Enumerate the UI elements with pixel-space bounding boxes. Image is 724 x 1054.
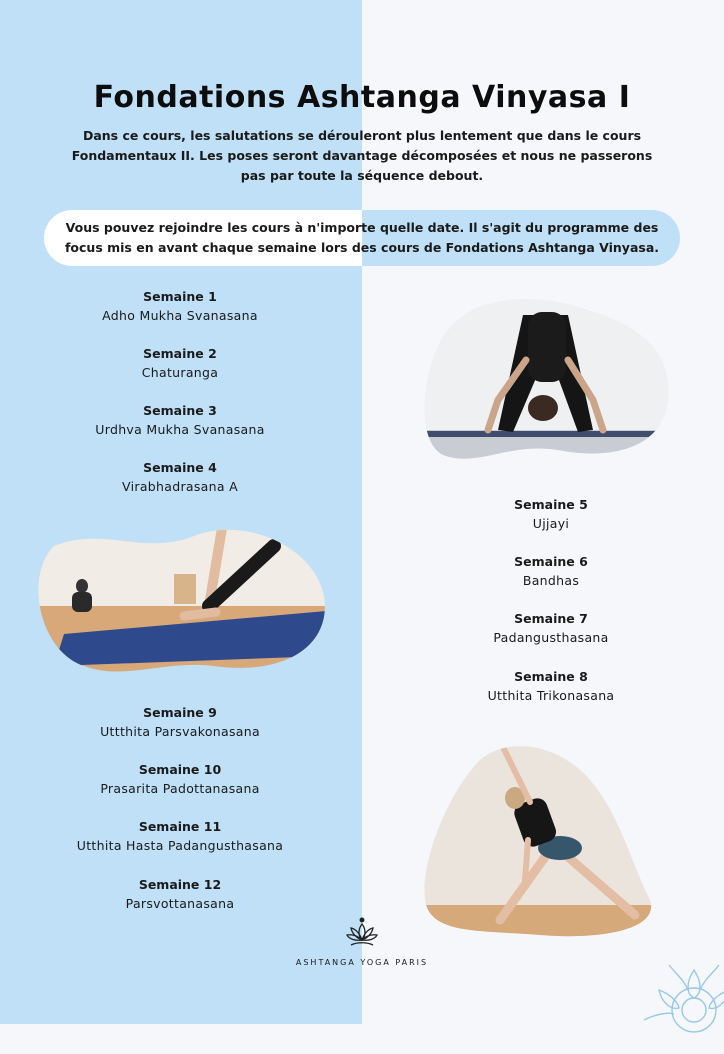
week-item: [50, 818, 310, 856]
mandala-icon: [634, 950, 724, 1050]
week-pose: Utthita Hasta Padangusthasana: [76, 838, 284, 853]
week-item: [50, 876, 310, 914]
week-label: Semaine 11: [138, 819, 222, 834]
mandala-decoration: [634, 950, 724, 1054]
lotus-icon: [345, 916, 379, 950]
week-pose: Prasarita Padottanasana: [100, 781, 260, 796]
intro-text: Dans ce cours, les salutations se dérouleront plus lentement que dans le cours Fondamentaux II. Les poses seront davantage décomposées et nous ne passerons pas par toute la séquence debout.: [71, 128, 653, 183]
brand-logo: [290, 916, 434, 967]
notice-banner: [44, 210, 680, 266]
week-item: [50, 459, 310, 497]
week-label: Semaine 10: [138, 762, 222, 777]
week-label: Semaine 12: [138, 877, 222, 892]
week-label: Semaine 3: [143, 403, 217, 418]
week-pose: Adho Mukha Svanasana: [102, 308, 258, 323]
week-item: [421, 496, 681, 534]
week-item: [421, 668, 681, 706]
week-pose: Uttthita Parsvakonasana: [100, 724, 260, 739]
brand-name: ASHTANGA YOGA PARIS: [295, 958, 429, 967]
week-item: [421, 610, 681, 648]
week-pose: Bandhas: [522, 573, 580, 588]
week-pose: Padangusthasana: [493, 630, 609, 645]
week-label: Semaine 7: [514, 611, 588, 626]
week-label: Semaine 4: [143, 460, 217, 475]
photo-utthita-trikonasana: [420, 740, 652, 940]
week-item: [50, 761, 310, 799]
week-pose: Ujjayi: [532, 516, 570, 531]
photo-prasarita-padottanasana: [418, 290, 670, 470]
week-pose: Urdhva Mukha Svanasana: [95, 422, 265, 437]
week-label: Semaine 9: [143, 705, 217, 720]
week-pose: Chaturanga: [141, 365, 219, 380]
page-title: Fondations Ashtanga Vinyasa I: [93, 80, 631, 115]
week-label: Semaine 1: [143, 289, 217, 304]
week-pose: Virabhadrasana A: [122, 479, 238, 494]
week-pose: Utthita Trikonasana: [487, 688, 615, 703]
week-item: [421, 553, 681, 591]
week-label: Semaine 2: [143, 346, 217, 361]
week-label: Semaine 5: [514, 497, 588, 512]
week-pose: Parsvottanasana: [125, 896, 235, 911]
notice-text: Vous pouvez rejoindre les cours à n'importe quelle date. Il s'agit du programme des focus mis en avant chaque semaine lors des cours de Fondations Ashtanga Vinyasa.: [64, 220, 660, 255]
week-item: [50, 402, 310, 440]
week-item: [50, 345, 310, 383]
photo-adho-mukha-feet: [34, 516, 326, 678]
week-item: [50, 704, 310, 742]
week-label: Semaine 8: [514, 669, 588, 684]
week-label: Semaine 6: [514, 554, 588, 569]
week-item: [50, 288, 310, 326]
